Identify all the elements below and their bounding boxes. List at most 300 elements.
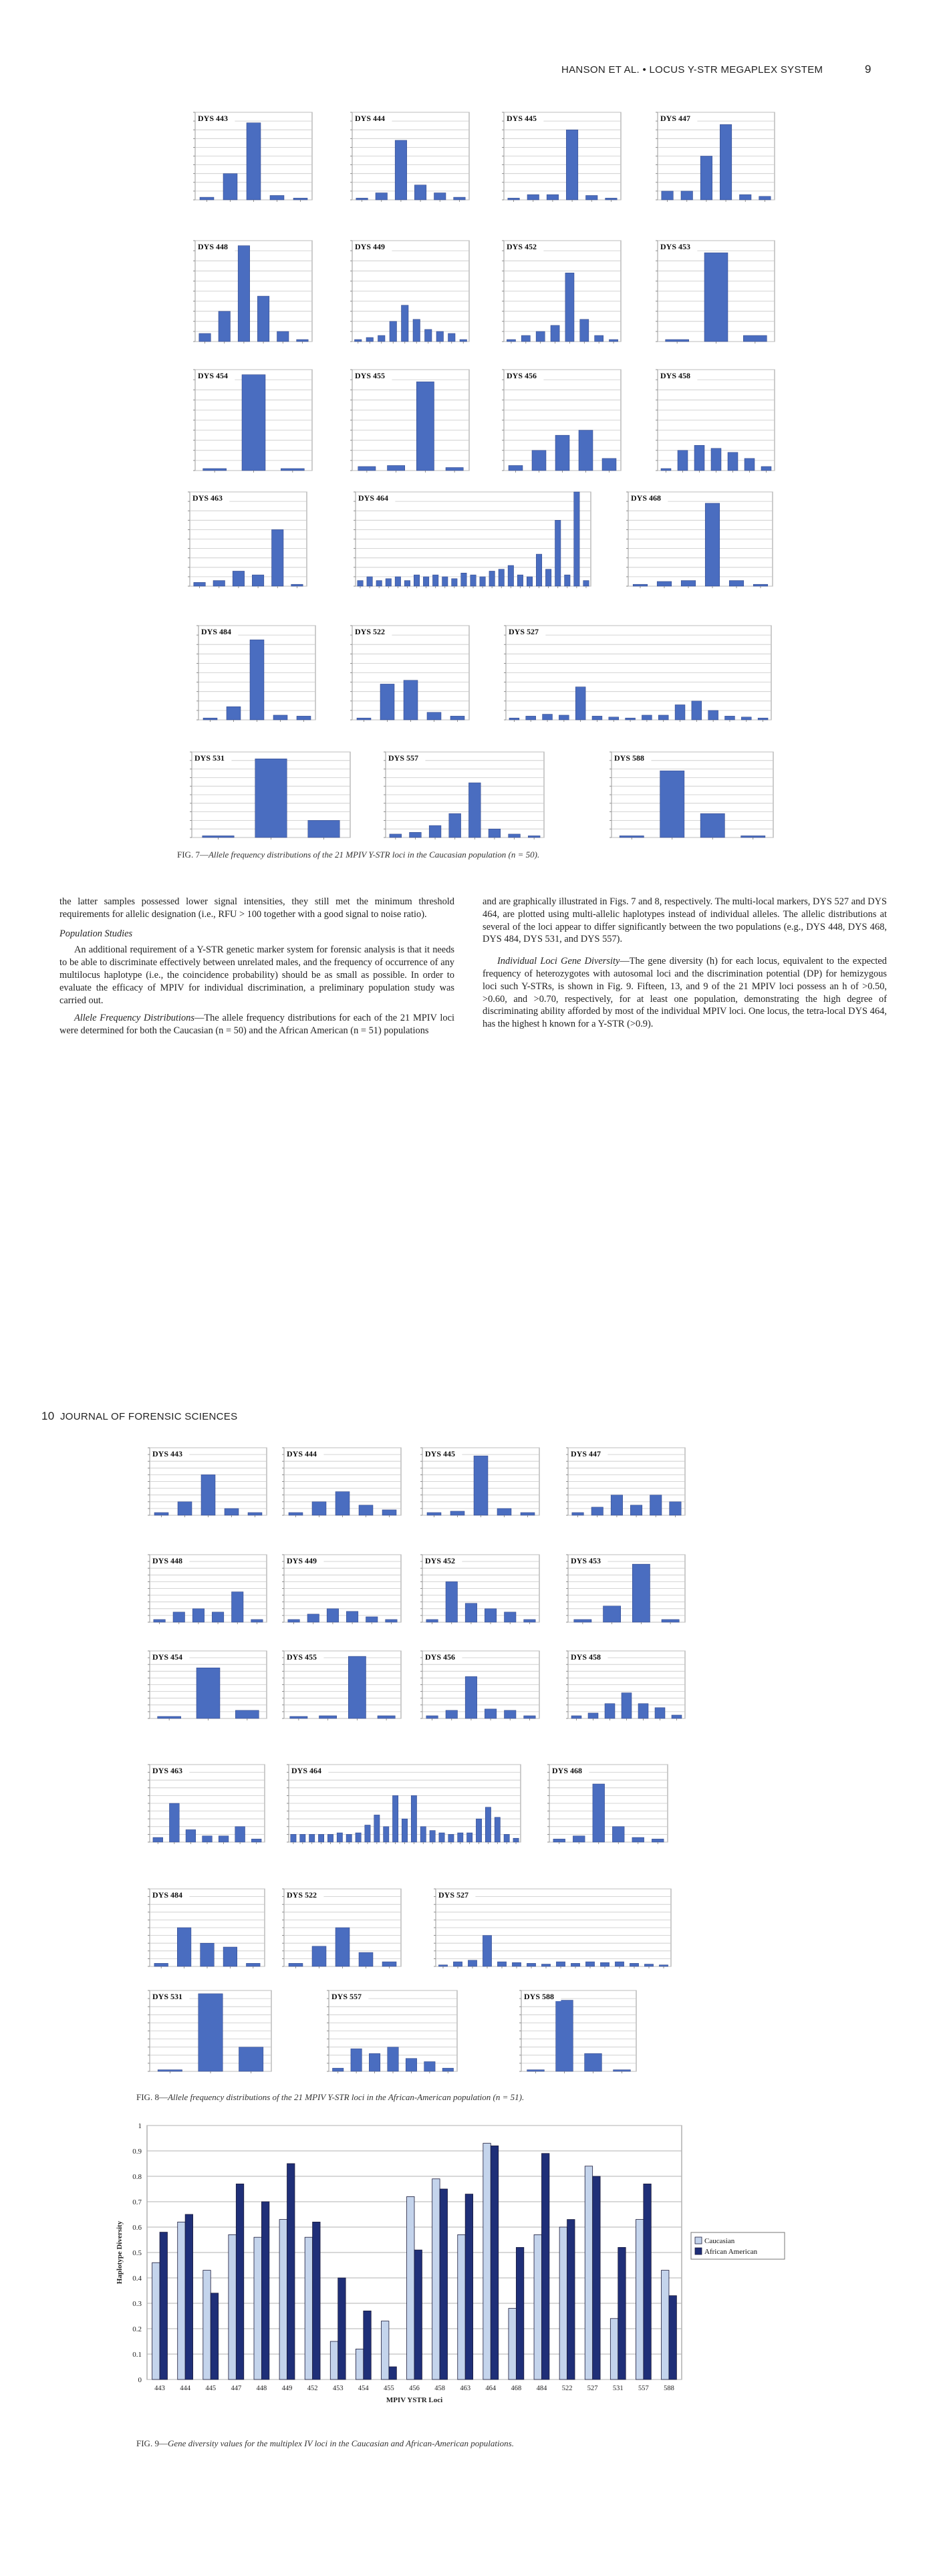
- figure-7-caption-text: Allele frequency distributions of the 21 MPIV Y-STR loci in the Caucasian population (n = 50).: [208, 850, 540, 860]
- bar: [585, 1962, 594, 1966]
- paragraph: Individual Loci Gene Diversity—The gene diversity (h) for each locus, equivalent to the expected frequency of heterozygotes with autosomal loci and the discrimination potential (DP) for hemizygous loci such Y-STRs, is shown in Fig. 9. Fifteen, 13, and 9 of the 21 MPIV loci possess an h of >0.50, >0.60, and >0.70, respectively, for at least one population, demonstrating the high degree of discriminating ability afforded by most of the individual MPIV loci. One locus, the tetra-local DYS 464, has the highest h known for a Y-STR (>0.9).: [483, 956, 887, 1030]
- bar: [573, 1836, 585, 1842]
- bar: [505, 1710, 517, 1718]
- bar-african-american: [389, 2367, 396, 2379]
- panel-label: DYS 468: [631, 493, 662, 503]
- bar: [615, 1962, 624, 1966]
- bar: [605, 1704, 615, 1718]
- figure-8-caption-text: Allele frequency distributions of the 21 MPIV Y-STR loci in the African-American population (n = 51).: [167, 2092, 525, 2102]
- subheading: Individual Loci Gene Diversity: [497, 956, 620, 967]
- bar: [513, 1838, 519, 1842]
- panel-label: DYS 458: [571, 1652, 601, 1662]
- bar: [378, 1716, 395, 1718]
- panel-label: DYS 527: [438, 1890, 469, 1900]
- figure-8-label: FIG. 8—: [136, 2092, 168, 2102]
- paragraph: Allele Frequency Distributions—The allele frequency distributions for each of the 21 MPIV loci were determined for both the Caucasian (n = 50) and the African American (n = 51) populations: [59, 1013, 454, 1037]
- bar: [154, 1513, 168, 1515]
- bar-caucasian: [534, 2234, 541, 2379]
- fig8-panel-dys-445: [408, 1442, 543, 1526]
- y-tick-label: 0.3: [132, 2300, 142, 2308]
- bar: [603, 1606, 621, 1622]
- panel-label: DYS 447: [571, 1449, 601, 1458]
- bar-caucasian: [636, 2220, 643, 2379]
- bar: [327, 1834, 333, 1842]
- bar-caucasian: [585, 2166, 592, 2379]
- bar-african-american: [236, 2184, 243, 2379]
- bar: [202, 1836, 213, 1842]
- bar: [219, 1836, 229, 1842]
- bar: [312, 1946, 326, 1966]
- bar: [198, 1994, 223, 2071]
- bar: [476, 1819, 481, 1842]
- bar-caucasian: [458, 2234, 465, 2379]
- bar: [356, 1833, 361, 1842]
- bar: [600, 1962, 609, 1966]
- bar: [524, 1620, 536, 1622]
- panel-label: DYS 522: [355, 627, 386, 636]
- bar: [235, 1710, 259, 1718]
- panel-label: DYS 447: [660, 114, 691, 123]
- figure-9-caption: [136, 2438, 514, 2449]
- panel-label: DYS 445: [425, 1449, 456, 1458]
- bar: [453, 1962, 462, 1966]
- bar: [446, 1710, 458, 1718]
- bar: [465, 1603, 477, 1622]
- y-tick-label: 0.7: [132, 2198, 142, 2206]
- x-tick-label: 484: [536, 2385, 547, 2392]
- bar-african-american: [541, 2154, 549, 2379]
- bar: [448, 1834, 454, 1842]
- bar-african-american: [465, 2194, 472, 2379]
- panel-label: DYS 443: [198, 114, 229, 123]
- bar: [485, 1709, 497, 1718]
- panel-label: DYS 454: [198, 371, 229, 380]
- bar: [246, 1963, 260, 1966]
- bar: [458, 1833, 463, 1842]
- paragraph: the latter samples possessed lower signal intensities, they still met the minimum threshold requirements for allelic designation (i.e., RFU > 100 together with a good signal to noise ratio).: [59, 896, 454, 920]
- figure-8-caption: [136, 2092, 524, 2103]
- x-tick-label: 468: [511, 2385, 522, 2392]
- bar: [235, 1827, 245, 1842]
- bar: [335, 1492, 350, 1515]
- bar: [154, 1620, 166, 1622]
- panel-label: DYS 531: [194, 753, 225, 763]
- bar: [365, 1825, 370, 1842]
- paragraph: and are graphically illustrated in Figs. 7 and 8, respectively. The multi-local markers, DYS 527 and DYS 464, are plotted using multi-allelic haplotypes instead of individual alleles. The allelic distributions at several of the loci appear to differ significantly between the two populations (e.g., DYS 448, DYS 468, DYS 484, DYS 531, and DYS 557).: [483, 896, 887, 945]
- bar-african-american: [364, 2311, 371, 2379]
- y-tick-label: 0.2: [132, 2325, 142, 2333]
- legend-label: African American: [704, 2248, 758, 2256]
- running-head: JOURNAL OF FORENSIC SCIENCES: [60, 1411, 238, 1422]
- bar-african-american: [618, 2247, 626, 2379]
- x-tick-label: 447: [231, 2385, 242, 2392]
- page-number: 10: [41, 1410, 55, 1422]
- panel-label: DYS 448: [198, 242, 229, 251]
- bar: [201, 1474, 215, 1515]
- bar: [446, 1581, 458, 1622]
- bar-african-american: [669, 2296, 676, 2379]
- bar-african-american: [491, 2146, 498, 2379]
- bar: [638, 1704, 648, 1718]
- legend-label: Caucasian: [704, 2237, 735, 2245]
- panel-label: DYS 456: [425, 1652, 456, 1662]
- bar: [497, 1962, 506, 1966]
- bar: [384, 1827, 389, 1842]
- bar: [158, 2070, 182, 2071]
- bar: [318, 1834, 323, 1842]
- panel-label: DYS 449: [287, 1556, 317, 1565]
- bar: [307, 1614, 319, 1622]
- bar: [312, 1502, 326, 1515]
- panel-label: DYS 443: [152, 1449, 183, 1458]
- fig8-panel-dys-468: [535, 1759, 672, 1853]
- bar: [655, 1708, 665, 1718]
- bar: [346, 1612, 358, 1622]
- bar: [670, 1502, 682, 1515]
- bar: [571, 1716, 581, 1718]
- bar: [178, 1502, 192, 1515]
- y-tick-label: 0.6: [132, 2224, 142, 2232]
- bar: [466, 1833, 472, 1842]
- bar: [474, 1456, 488, 1515]
- bar: [192, 1609, 205, 1622]
- panel-label: DYS 557: [388, 753, 419, 763]
- bar: [426, 1716, 438, 1718]
- x-tick-label: 452: [307, 2385, 318, 2392]
- fig8-panel-dys-449: [269, 1549, 405, 1633]
- figure-9-chart: [100, 2112, 802, 2426]
- bar: [232, 1592, 244, 1622]
- bar: [614, 2070, 631, 2071]
- bar: [505, 1612, 517, 1622]
- panel-label: DYS 531: [152, 1992, 183, 2001]
- bar: [348, 1656, 366, 1718]
- bar: [442, 2068, 453, 2071]
- fig8-panel-dys-454: [135, 1646, 271, 1729]
- fig8-panel-dys-464: [274, 1759, 525, 1853]
- panel-label: DYS 464: [291, 1766, 322, 1775]
- bar: [212, 1612, 224, 1622]
- y-axis-label: Haplotype Diversity: [116, 2220, 124, 2285]
- panel-label: DYS 484: [201, 627, 232, 636]
- bar-african-american: [211, 2293, 218, 2379]
- fig8-panel-dys-443: [135, 1442, 271, 1526]
- bar: [497, 1509, 511, 1515]
- y-tick-label: 0.1: [132, 2351, 142, 2359]
- bar: [411, 1795, 416, 1842]
- bar-african-american: [593, 2176, 600, 2379]
- bar: [388, 2047, 398, 2071]
- panel-label: DYS 588: [524, 1992, 555, 2001]
- bar: [439, 1833, 444, 1842]
- subheading: Allele Frequency Distributions: [74, 1013, 194, 1024]
- bar: [438, 1965, 447, 1966]
- bar: [468, 1960, 477, 1966]
- bar: [427, 1513, 441, 1515]
- bar-caucasian: [203, 2271, 211, 2379]
- bar-caucasian: [152, 2263, 160, 2379]
- bar: [571, 1963, 579, 1966]
- x-tick-label: 444: [180, 2385, 191, 2392]
- panel-label: DYS 458: [660, 371, 691, 380]
- bar: [630, 1963, 638, 1966]
- bar: [521, 1513, 535, 1515]
- bar: [420, 1827, 426, 1842]
- page-number: 9: [865, 63, 871, 76]
- bar-african-american: [313, 2222, 320, 2379]
- bar: [450, 1511, 464, 1515]
- fig8-panel-dys-444: [269, 1442, 405, 1526]
- panel-label: DYS 557: [331, 1992, 362, 2001]
- bar: [541, 1964, 550, 1966]
- bar: [426, 1620, 438, 1622]
- bar: [158, 1716, 181, 1718]
- bar: [593, 1784, 605, 1842]
- bar: [485, 1807, 491, 1842]
- y-tick-label: 0.9: [132, 2148, 142, 2156]
- bar: [382, 1962, 396, 1966]
- bar: [485, 1609, 497, 1622]
- bar: [611, 1495, 623, 1515]
- bar: [382, 1510, 396, 1515]
- panel-label: DYS 463: [192, 493, 223, 503]
- bar: [402, 1819, 407, 1842]
- x-tick-label: 464: [485, 2385, 497, 2392]
- x-tick-label: 531: [612, 2385, 624, 2392]
- bar-caucasian: [407, 2196, 414, 2379]
- bar: [319, 1716, 337, 1718]
- bar: [366, 1617, 378, 1622]
- y-tick-label: 0: [138, 2376, 142, 2384]
- bar-african-american: [160, 2232, 167, 2379]
- fig8-panel-dys-453: [553, 1549, 689, 1633]
- bar: [290, 1716, 307, 1718]
- x-tick-label: 557: [638, 2385, 649, 2392]
- x-tick-label: 443: [154, 2385, 165, 2392]
- bar: [351, 2049, 362, 2071]
- panel-label: DYS 463: [152, 1766, 183, 1775]
- panel-label: DYS 452: [507, 242, 537, 251]
- bar-caucasian: [279, 2220, 287, 2379]
- bar: [524, 1716, 536, 1718]
- bar: [291, 1834, 296, 1842]
- bar: [632, 1564, 650, 1622]
- bar: [672, 1715, 682, 1718]
- bar-african-american: [414, 2250, 422, 2379]
- panel-label: DYS 449: [355, 242, 386, 251]
- y-tick-label: 0.5: [132, 2249, 142, 2257]
- bar: [359, 1952, 373, 1966]
- bar: [644, 1964, 653, 1966]
- bar: [574, 1620, 591, 1622]
- bar-african-american: [185, 2214, 192, 2379]
- section-heading: Population Studies: [59, 928, 133, 939]
- bar-african-american: [644, 2184, 651, 2379]
- x-tick-label: 449: [281, 2385, 293, 2392]
- panel-label: DYS 448: [152, 1556, 183, 1565]
- panel-label: DYS 445: [507, 114, 537, 123]
- bar: [335, 1928, 350, 1966]
- figure-9-caption-text: Gene diversity values for the multiplex IV loci in the Caucasian and African-American populations.: [167, 2438, 514, 2448]
- fig8-panel-dys-455: [269, 1646, 405, 1729]
- bar: [406, 2059, 416, 2071]
- bar: [239, 2047, 263, 2071]
- x-axis-label: MPIV YSTR Loci: [386, 2396, 443, 2404]
- bar: [392, 1795, 398, 1842]
- bar-caucasian: [483, 2144, 491, 2379]
- panel-label: DYS 464: [358, 493, 389, 503]
- bar-caucasian: [559, 2227, 567, 2379]
- bar-caucasian: [610, 2319, 618, 2379]
- bar-caucasian: [509, 2309, 516, 2379]
- bar-caucasian: [381, 2321, 388, 2379]
- fig8-panel-dys-447: [553, 1442, 689, 1526]
- bar: [527, 2070, 545, 2071]
- bar: [424, 2061, 435, 2071]
- bar-african-american: [287, 2164, 295, 2379]
- x-tick-label: 454: [358, 2385, 369, 2392]
- y-tick-label: 1: [138, 2122, 142, 2130]
- bar: [251, 1620, 263, 1622]
- bar: [288, 1620, 300, 1622]
- panel-label: DYS 452: [425, 1556, 456, 1565]
- bar: [630, 1505, 642, 1515]
- bar: [386, 1620, 398, 1622]
- bar: [572, 1513, 584, 1515]
- figure-9-label: FIG. 9—: [136, 2438, 168, 2448]
- bar: [289, 1513, 303, 1515]
- bar: [300, 1834, 305, 1842]
- fig8-panel-dys-463: [135, 1759, 269, 1853]
- bar-caucasian: [356, 2349, 363, 2379]
- x-tick-label: 456: [409, 2385, 420, 2392]
- bar: [556, 1962, 565, 1966]
- bar: [251, 1839, 261, 1842]
- bar: [659, 1965, 668, 1966]
- bar-caucasian: [254, 2237, 261, 2379]
- bar: [662, 1620, 679, 1622]
- legend-swatch: [695, 2248, 702, 2255]
- bar: [512, 1962, 521, 1966]
- fig8-panel-dys-527: [421, 1884, 675, 1977]
- panel-label: DYS 455: [355, 371, 386, 380]
- bar-african-american: [440, 2189, 447, 2379]
- panel-label: DYS 444: [287, 1449, 317, 1458]
- y-tick-label: 0.4: [132, 2275, 142, 2283]
- bar: [177, 1928, 191, 1966]
- y-tick-label: 0.8: [132, 2173, 142, 2181]
- panel-label: DYS 444: [355, 114, 386, 123]
- bar: [332, 2068, 343, 2071]
- x-tick-label: 463: [460, 2385, 471, 2392]
- bar-caucasian: [432, 2179, 440, 2379]
- bar: [585, 2053, 602, 2071]
- bar-african-american: [338, 2278, 346, 2379]
- fig8-panel-dys-484: [135, 1884, 269, 1977]
- bar: [309, 1834, 315, 1842]
- fig8-panel-dys-452: [408, 1549, 543, 1633]
- bar: [632, 1837, 644, 1842]
- bar: [430, 1831, 435, 1842]
- bar-caucasian: [178, 2222, 185, 2379]
- bar-african-american: [516, 2247, 523, 2379]
- bar: [465, 1676, 477, 1718]
- panel-label: DYS 468: [552, 1766, 583, 1775]
- x-tick-label: 455: [384, 2385, 394, 2392]
- bar: [223, 1947, 237, 1966]
- fig8-panel-dys-557: [314, 1985, 461, 2082]
- bar: [504, 1834, 509, 1842]
- running-head: HANSON ET AL. • LOCUS Y-STR MEGAPLEX SYSTEM: [561, 64, 823, 76]
- bar: [154, 1963, 168, 1966]
- bar: [588, 1713, 598, 1718]
- bar: [652, 1839, 664, 1842]
- panel-label: DYS 456: [507, 371, 537, 380]
- x-tick-label: 522: [561, 2385, 573, 2392]
- bar: [495, 1817, 500, 1842]
- panel-label: DYS 455: [287, 1652, 317, 1662]
- bar: [553, 1839, 565, 1842]
- x-tick-label: 445: [205, 2385, 217, 2392]
- bar: [225, 1509, 239, 1515]
- bar: [200, 1943, 215, 1966]
- bar-caucasian: [229, 2234, 236, 2379]
- bar: [289, 1963, 303, 1966]
- bar: [337, 1833, 342, 1842]
- legend-swatch: [695, 2237, 702, 2244]
- fig8-panel-dys-522: [269, 1884, 405, 1977]
- bar: [374, 1815, 380, 1842]
- fig8-panel-dys-531: [135, 1985, 275, 2082]
- bar: [612, 1827, 624, 1842]
- fig8-panel-dys-456: [408, 1646, 543, 1729]
- fig8-panel-dys-458: [553, 1646, 689, 1729]
- bar-caucasian: [305, 2237, 312, 2379]
- panel-label: DYS 453: [660, 242, 691, 251]
- bar: [153, 1837, 163, 1842]
- panel-label: DYS 484: [152, 1890, 183, 1900]
- fig8-panel-dys-448: [135, 1549, 271, 1633]
- bar: [186, 1829, 196, 1842]
- panel-label: DYS 454: [152, 1652, 183, 1662]
- bar: [369, 2053, 380, 2071]
- x-tick-label: 448: [256, 2385, 267, 2392]
- bar: [327, 1609, 339, 1622]
- bar: [173, 1612, 185, 1622]
- panel-label: DYS 522: [287, 1890, 317, 1900]
- x-tick-label: 458: [434, 2385, 445, 2392]
- bar: [169, 1803, 179, 1842]
- paragraph: An additional requirement of a Y-STR genetic marker system for forensic analysis is that it needs to be able to discriminate effectively between unrelated males, and the frequency of occurrence of any multilocus haplotype (i.e., the coincidence probability) should be as small as possible. In order to evaluate the efficacy of MPIV for individual discrimination, a preliminary population study was carried out.: [59, 944, 454, 1006]
- bar: [527, 1963, 535, 1966]
- bar: [196, 1668, 220, 1718]
- bar: [483, 1936, 491, 1966]
- fig8-panel-dys-588: [507, 1985, 640, 2082]
- x-tick-label: 453: [332, 2385, 344, 2392]
- bar-african-american: [261, 2202, 269, 2379]
- bar-african-american: [567, 2220, 575, 2379]
- x-tick-label: 588: [664, 2385, 674, 2392]
- bar: [556, 2001, 573, 2071]
- figure-7-label: FIG. 7—: [177, 850, 209, 860]
- bar: [346, 1834, 352, 1842]
- bar: [248, 1513, 262, 1515]
- bar: [650, 1495, 662, 1515]
- panel-label: DYS 453: [571, 1556, 601, 1565]
- bar-caucasian: [662, 2271, 669, 2379]
- bar: [591, 1507, 603, 1515]
- panel-label: DYS 527: [509, 627, 539, 636]
